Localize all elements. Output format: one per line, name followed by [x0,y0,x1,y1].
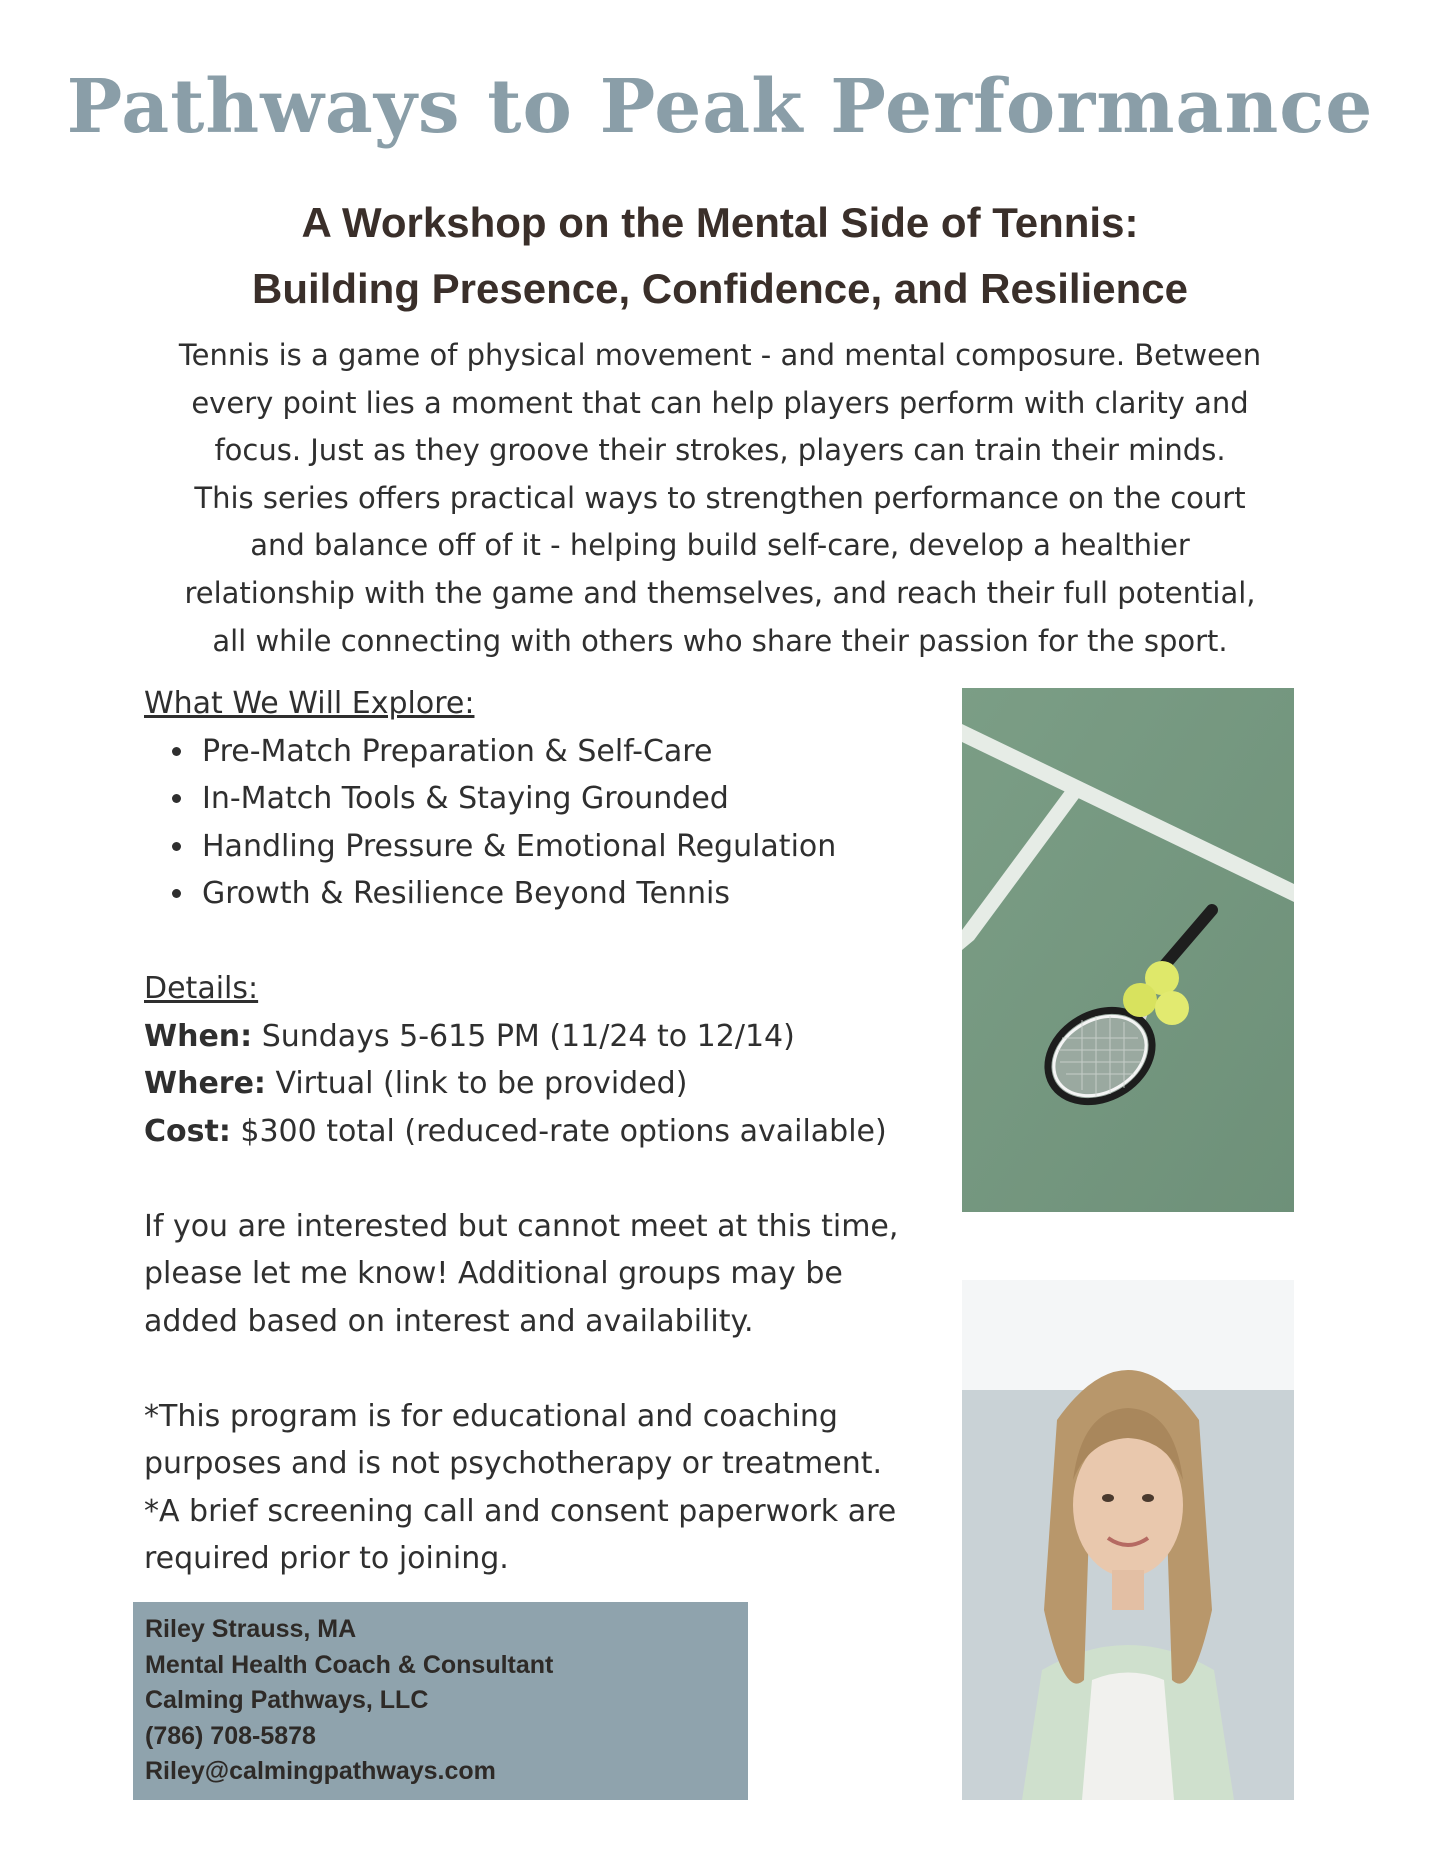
cost-value: $300 total (reduced-rate options available) [230,1113,887,1149]
explore-list [144,728,964,918]
spacer [144,1345,964,1393]
details-where [144,1060,964,1108]
page-title: Pathways to Peak Performance [66,64,1374,150]
spacer [144,918,964,966]
contact-company: Calming Pathways, LLC [145,1686,429,1714]
disclaimer-line: *A brief screening call and consent paperwork are [144,1493,897,1529]
explore-item: Handling Pressure & Emotional Regulation [202,823,964,871]
intro-line: Tennis is a game of physical movement - and mental composure. Between [178,338,1262,372]
tennis-ball-icon [1155,991,1189,1025]
interest-line: added based on interest and availability. [144,1303,754,1339]
explore-item: In-Match Tools & Staying Grounded [202,775,964,823]
intro-line: every point lies a moment that can help players perform with clarity and [191,385,1249,420]
contact-name: Riley Strauss, MA [145,1615,357,1643]
tennis-racket-illustration [962,688,1294,1212]
details-when [144,1013,964,1061]
explore-item: Growth & Resilience Beyond Tennis [202,870,964,918]
subtitle-line-2: Building Presence, Confidence, and Resilience [252,265,1188,312]
details-cost [144,1108,964,1156]
details-heading: Details: [144,971,259,1006]
contact-box [133,1602,748,1800]
where-value: Virtual (link to be provided) [265,1066,688,1101]
contact-phone[interactable]: (786) 708-5878 [145,1721,316,1750]
interest-line: If you are interested but cannot meet at this time, [144,1208,899,1244]
spacer [144,1155,964,1203]
intro-line: This series offers practical ways to strengthen performance on the court [194,480,1246,515]
when-label: When: [144,1018,253,1054]
intro-line: relationship with the game and themselves, and reach their full potential, [184,575,1256,610]
intro-line: and balance off of it - helping build self-care, develop a healthier [250,528,1190,563]
explore-heading: What We Will Explore: [144,686,475,721]
interest-line: please let me know! Additional groups may be [144,1256,843,1291]
coach-portrait-photo [962,1280,1294,1800]
contact-role: Mental Health Coach & Consultant [145,1650,554,1679]
when-value: Sundays 5-615 PM (11/24 to 12/14) [252,1018,795,1054]
explore-item: Pre-Match Preparation & Self-Care [202,728,964,776]
tennis-ball-icon [1123,983,1157,1017]
workshop-subtitle [0,190,1440,322]
intro-line: focus. Just as they groove their strokes, players can train their minds. [214,433,1226,468]
cost-label: Cost: [144,1113,231,1149]
disclaimer-line: required prior to joining. [144,1541,509,1576]
intro-line: all while connecting with others who share their passion for the sport. [212,623,1228,658]
main-content [144,680,964,1583]
portrait-illustration [962,1280,1294,1800]
intro-paragraph [118,332,1322,665]
tennis-court-photo [962,688,1294,1212]
disclaimer-line: *This program is for educational and coaching [144,1398,838,1434]
subtitle-line-1: A Workshop on the Mental Side of Tennis: [301,199,1139,246]
where-label: Where: [144,1066,266,1101]
contact-email[interactable]: Riley@calmingpathways.com [145,1757,496,1785]
disclaimer-line: purposes and is not psychotherapy or treatment. [144,1446,883,1481]
